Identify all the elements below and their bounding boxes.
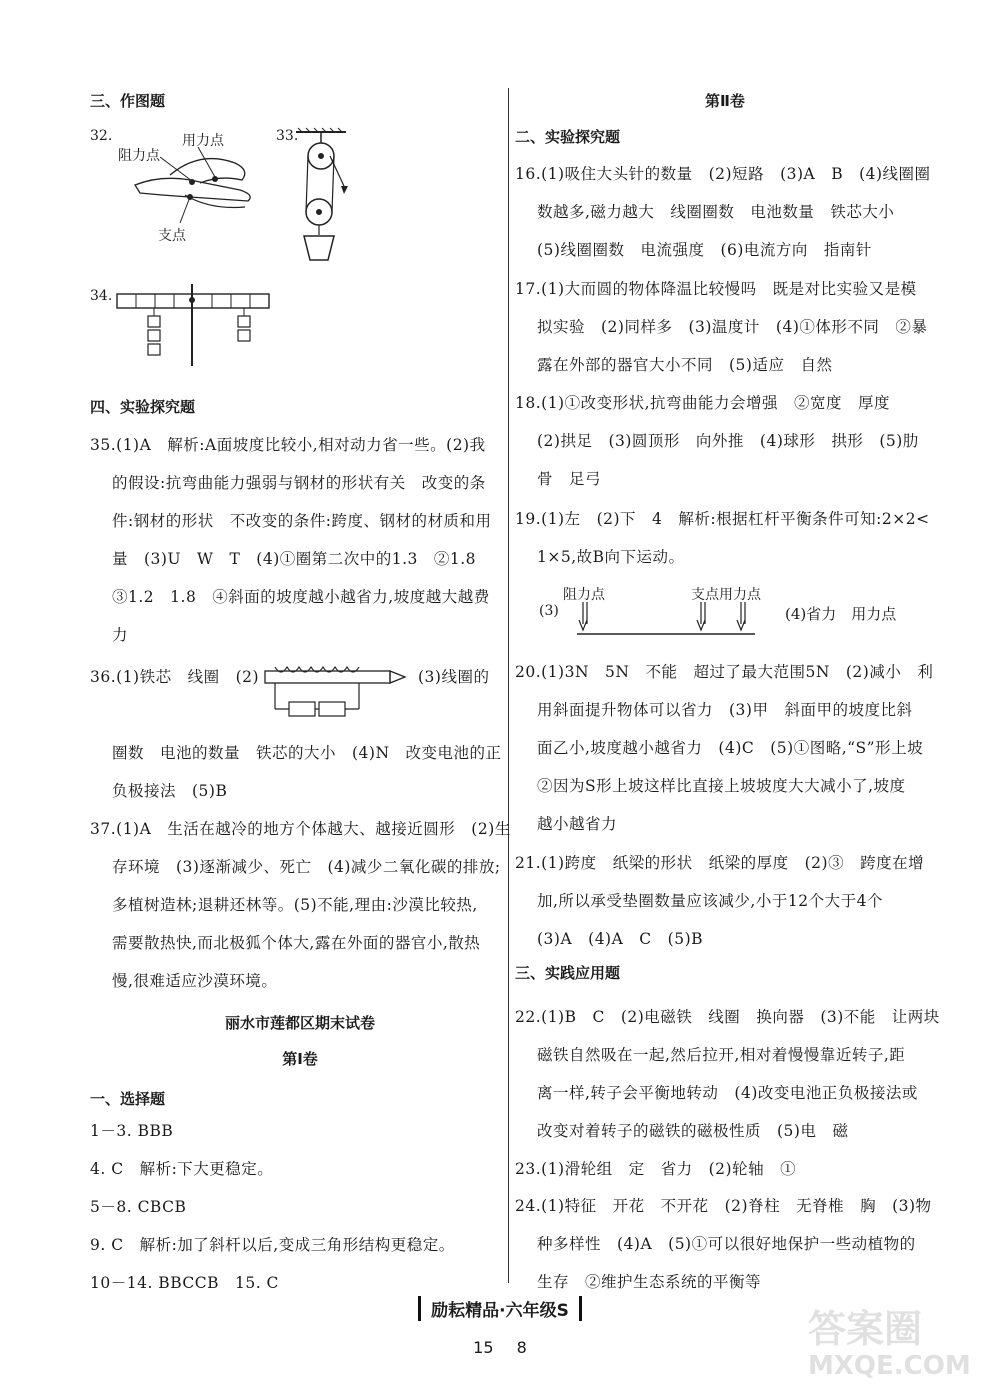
q34-balance-figure bbox=[112, 280, 282, 370]
answer-line: (2)拱足 (3)圆顶形 向外推 (4)球形 拱形 (5)肋 bbox=[537, 432, 919, 450]
answer-line: 改变对着转子的磁铁的磁极性质 (5)电 磁 bbox=[537, 1122, 849, 1140]
answer-line: 9. C 解析:加了斜杆以后,变成三角形结构更稳定。 bbox=[90, 1236, 455, 1254]
answer-line: 23.(1)滑轮组 定 省力 (2)轮轴 ① bbox=[515, 1160, 797, 1178]
q19-fulcrum-force-label: 支点用力点 bbox=[691, 587, 761, 603]
q19-resist-label: 阻力点 bbox=[563, 587, 605, 603]
answer-line: 拟实验 (2)同样多 (3)温度计 (4)①体形不同 ②暴 bbox=[537, 318, 928, 336]
answer-line: 1－3. BBB bbox=[90, 1122, 174, 1140]
answer-line: 离一样,转子会平衡地转动 (4)改变电池正负极接法或 bbox=[537, 1084, 918, 1102]
q35-answer bbox=[90, 426, 510, 654]
watermark-text: 答案圈 bbox=[808, 1307, 923, 1351]
answer-line: (3)A (4)A C (5)B bbox=[537, 930, 704, 948]
answer-line: 用斜面提升物体可以省力 (3)甲 斜面甲的坡度比斜 bbox=[537, 701, 913, 719]
answer-line: 露在外部的器官大小不同 (5)适应 自然 bbox=[537, 356, 833, 374]
choice-answers bbox=[90, 1112, 510, 1302]
column-divider bbox=[508, 88, 509, 1283]
brand-label: 励耘精品·六年级S bbox=[418, 1296, 582, 1321]
answer-line: 存环境 (3)逐渐减少、死亡 (4)减少二氧化碳的排放; bbox=[112, 858, 501, 876]
q33-number: 33. bbox=[276, 128, 299, 144]
answer-line: 需要散热快,而北极狐个体大,露在外面的器官小,散热 bbox=[112, 934, 481, 952]
q33-pulley-figure bbox=[286, 128, 356, 268]
answer-line: 件:钢材的形状 不改变的条件:跨度、钢材的材质和用 bbox=[112, 512, 492, 530]
q32-resist-point-label: 阻力点 bbox=[118, 148, 160, 164]
answer-line: 35.(1)A 解析:A面坡度比较小,相对动力省一些。(2)我 bbox=[90, 436, 486, 454]
answer-line: 18.(1)①改变形状,抗弯曲能力会增强 ②宽度 厚度 bbox=[515, 394, 891, 412]
volume2-title: 第Ⅱ卷 bbox=[705, 92, 745, 110]
answer-line: 负极接法 (5)B bbox=[112, 782, 228, 800]
q36-answer bbox=[90, 734, 510, 810]
q21-answer bbox=[515, 844, 945, 958]
q19-answer bbox=[515, 500, 945, 576]
answer-line: 种多样性 (4)A (5)①可以很好地保护一些动植物的 bbox=[537, 1235, 916, 1253]
answer-line: 20.(1)3N 5N 不能 超过了最大范围5N (2)减小 利 bbox=[515, 663, 934, 681]
answer-line: 量 (3)U W T (4)①圈第二次中的1.3 ②1.8 bbox=[112, 550, 477, 568]
answer-line: 5－8. CBCB bbox=[90, 1198, 187, 1216]
answer-line: (5)线圈圈数 电流强度 (6)电流方向 指南针 bbox=[537, 241, 872, 259]
answer-line: 的假设:抗弯曲能力强弱与钢材的形状有关 改变的条 bbox=[112, 474, 486, 492]
answer-line: 越小越省力 bbox=[537, 815, 618, 833]
section-drawing-title: 三、作图题 bbox=[90, 92, 166, 110]
section3-practice-title: 三、实践应用题 bbox=[515, 964, 621, 982]
q37-answer bbox=[90, 810, 510, 1000]
answer-line: 17.(1)大而圆的物体降温比较慢吗 既是对比实验又是模 bbox=[515, 280, 917, 298]
volume1-title: 第Ⅰ卷 bbox=[282, 1050, 318, 1068]
page-number-right: 8 bbox=[516, 1338, 527, 1357]
q19-lever-arrows bbox=[577, 602, 757, 642]
section1-title: 一、选择题 bbox=[90, 1090, 166, 1108]
q16-answer bbox=[515, 155, 945, 269]
q19-part4-text: (4)省力 用力点 bbox=[785, 605, 897, 623]
q24-answer bbox=[515, 1187, 945, 1301]
answer-line: 面乙小,坡度越小越省力 (4)C (5)①图略,“S”形上坡 bbox=[537, 739, 924, 757]
answer-line: 19.(1)左 (2)下 4 解析:根据杠杆平衡条件可知:2×2< bbox=[515, 510, 930, 528]
answer-line: 21.(1)跨度 纸梁的形状 纸梁的厚度 (2)③ 跨度在增 bbox=[515, 854, 925, 872]
q32-fulcrum-label: 支点 bbox=[158, 228, 186, 244]
answer-line: 加,所以承受垫圈数量应该减少,小于12个大于4个 bbox=[537, 892, 883, 910]
q22-answer bbox=[515, 998, 945, 1150]
answer-line: ③1.2 1.8 ④斜面的坡度越小越省力,坡度越大越费 bbox=[112, 588, 490, 606]
answer-line: 4. C 解析:下大更稳定。 bbox=[90, 1160, 274, 1178]
q36-line-start: 36.(1)铁芯 线圈 (2) bbox=[90, 668, 260, 686]
answer-line: 多植树造林;退耕还林等。(5)不能,理由:沙漠比较热, bbox=[112, 896, 478, 914]
answer-line: 10－14. BBCCB 15. C bbox=[90, 1274, 279, 1292]
q19-part3-label: (3) bbox=[539, 603, 559, 619]
answer-line: 磁铁自然吸在一起,然后拉开,相对着慢慢靠近转子,距 bbox=[537, 1046, 906, 1064]
q23-answer bbox=[515, 1150, 945, 1188]
q36-line-end: (3)线圈的 bbox=[418, 668, 490, 686]
answer-line: 1×5,故B向下运动。 bbox=[537, 548, 685, 566]
page-number-left: 15 bbox=[473, 1338, 494, 1357]
q20-answer bbox=[515, 653, 945, 843]
section2-title: 二、实验探究题 bbox=[515, 128, 621, 146]
answer-line: ②因为S形上坡这样比直接上坡坡度大大减小了,坡度 bbox=[537, 777, 906, 795]
q17-answer bbox=[515, 270, 945, 384]
q32-number: 32. bbox=[90, 128, 113, 144]
q18-answer bbox=[515, 384, 945, 498]
section4-title: 四、实验探究题 bbox=[90, 398, 196, 416]
answer-line: 24.(1)特征 开花 不开花 (2)脊柱 无脊椎 胸 (3)物 bbox=[515, 1197, 932, 1215]
answer-line: 圈数 电池的数量 铁芯的大小 (4)N 改变电池的正 bbox=[112, 744, 502, 762]
answer-line: 37.(1)A 生活在越冷的地方个体越大、越接近圆形 (2)生 bbox=[90, 820, 511, 838]
watermark-logo bbox=[800, 1300, 985, 1380]
answer-line: 骨 足弓 bbox=[537, 470, 602, 488]
q34-number: 34. bbox=[90, 288, 113, 304]
answer-line: 生存 ②维护生态系统的平衡等 bbox=[537, 1273, 762, 1291]
answer-line: 慢,很难适应沙漠环境。 bbox=[112, 972, 278, 990]
q32-force-point-label: 用力点 bbox=[182, 133, 224, 149]
answer-line: 数越多,磁力越大 线圈圈数 电池数量 铁芯大小 bbox=[537, 203, 895, 221]
watermark-url: MXQE.COM bbox=[808, 1351, 971, 1381]
answer-line: 力 bbox=[112, 626, 129, 644]
q36-electromagnet-figure bbox=[265, 663, 415, 723]
q32-lever-figure bbox=[130, 135, 260, 230]
answer-line: 22.(1)B C (2)电磁铁 线圈 换向器 (3)不能 让两块 bbox=[515, 1008, 940, 1026]
answer-line: 16.(1)吸住大头针的数量 (2)短路 (3)A B (4)线圈圈 bbox=[515, 165, 931, 183]
exam-title: 丽水市莲都区期末试卷 bbox=[224, 1014, 375, 1032]
